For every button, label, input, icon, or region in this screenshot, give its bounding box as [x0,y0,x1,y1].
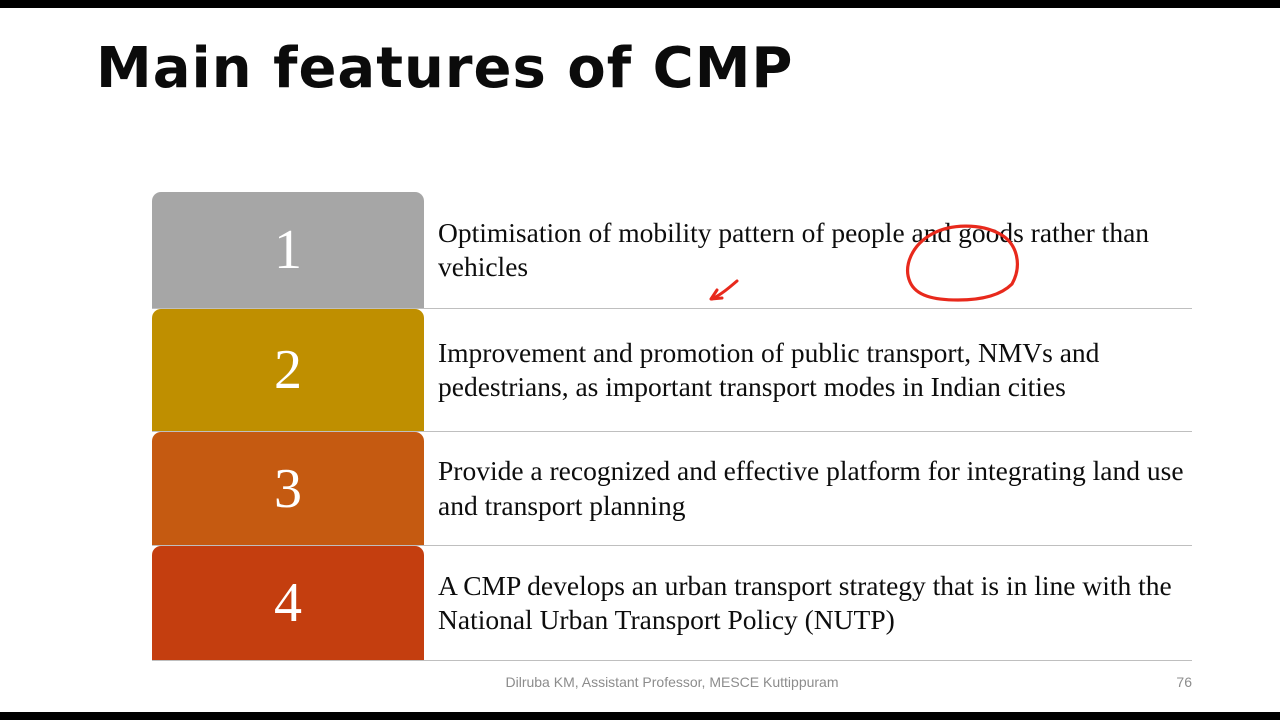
letterbox-top [0,0,1280,8]
page-title: Main features of CMP [96,36,794,101]
feature-number-badge: 3 [152,432,424,545]
list-item [152,432,1192,546]
feature-number-badge: 2 [152,309,424,431]
features-list [152,192,1192,661]
feature-number-badge: 4 [152,546,424,660]
feature-text: A CMP develops an urban transport strategy that is in line with the National Urban Transport Policy (NUTP) [438,569,1172,635]
list-item [152,192,1192,309]
list-item [152,309,1192,432]
feature-text: Improvement and promotion of public transport, NMVs and pedestrians, as important transport modes in Indian cities [438,336,1100,402]
slide-canvas [0,8,1280,712]
feature-text: Provide a recognized and effective platform for integrating land use and transport planning [438,455,1184,521]
footer-page-number: 76 [1176,674,1192,690]
footer-credit: Dilruba KM, Assistant Professor, MESCE Kuttippuram [505,674,839,690]
slide-footer [152,674,1192,690]
feature-number-badge: 1 [152,192,424,308]
letterbox-bottom [0,712,1280,720]
list-item [152,546,1192,661]
feature-text: Optimisation of mobility pattern of people and goods rather than vehicles [438,216,1150,282]
